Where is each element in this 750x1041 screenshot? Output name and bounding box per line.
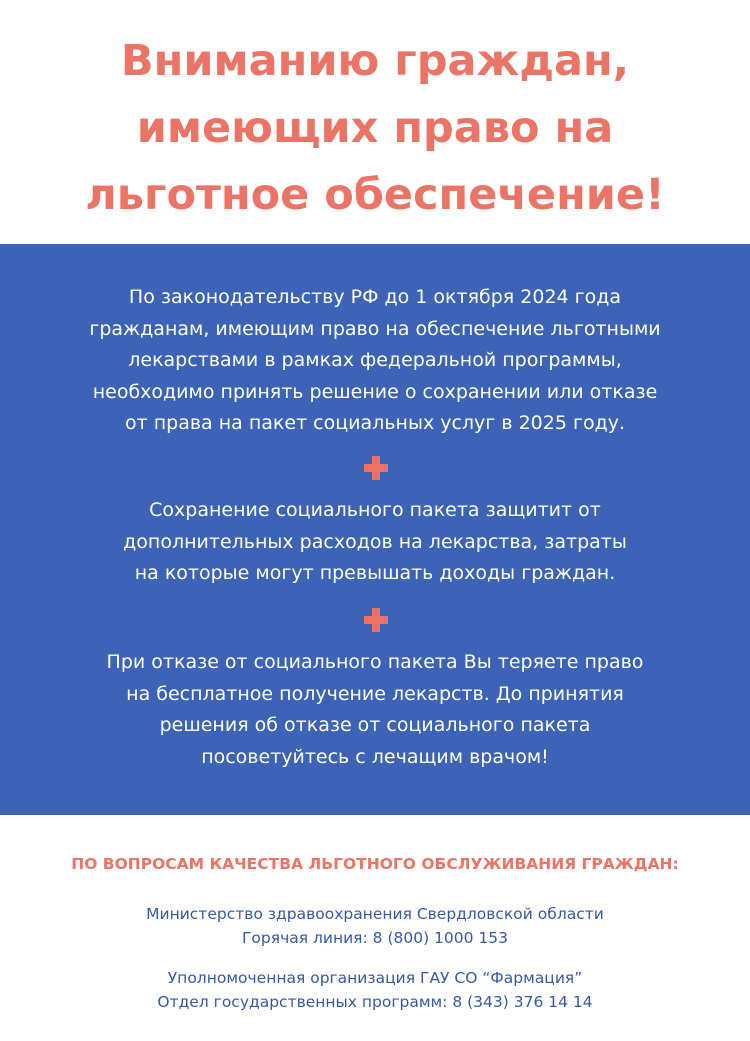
paragraph-line: на бесплатное получение лекарств. До принятия	[126, 682, 624, 705]
paragraph-line: на которые могут превышать доходы граждан.	[134, 562, 616, 584]
page-title	[0, 28, 750, 229]
info-paragraph-benefit	[0, 495, 750, 590]
ministry-name: Министерство здравоохранения Свердловской области	[146, 905, 604, 923]
paragraph-line: необходимо принять решение о сохранении или отказе	[92, 380, 658, 403]
organization-name: Уполномоченная организация ГАУ СО “Фармация”	[167, 969, 583, 987]
paragraph-line: По законодательству РФ до 1 октября 2024 года	[128, 286, 622, 308]
title-line-3: льготное обеспечение!	[85, 170, 665, 220]
contacts-heading: ПО ВОПРОСАМ КАЧЕСТВА ЛЬГОТНОГО ОБСЛУЖИВАНИЯ ГРАЖДАН:	[71, 855, 679, 873]
paragraph-line: При отказе от социального пакета Вы теряете право	[106, 651, 644, 673]
paragraph-line: от права на пакет социальных услуг в 2025 году.	[125, 412, 625, 434]
info-paragraph-warning	[0, 647, 750, 773]
title-line-1: Вниманию граждан,	[120, 36, 630, 86]
ministry-contact	[0, 903, 750, 950]
organization-contact	[0, 967, 750, 1014]
ministry-hotline: Горячая линия: 8 (800) 1000 153	[241, 928, 509, 947]
paragraph-line: посоветуйтесь с лечащим врачом!	[201, 745, 549, 768]
organization-department-phone: Отдел государственных программ: 8 (343) 376 14 14	[157, 992, 593, 1011]
info-paragraph-deadline	[0, 282, 750, 440]
paragraph-line: Сохранение социального пакета защитит от	[149, 499, 601, 521]
paragraph-line: дополнительных расходов на лекарства, затраты	[123, 530, 627, 553]
paragraph-line: лекарствами в рамках федеральной программы,	[128, 349, 622, 371]
title-line-2: имеющих право на	[136, 103, 614, 153]
paragraph-line: гражданам, имеющим право на обеспечение льготными	[89, 317, 661, 340]
plus-cross-icon	[364, 608, 388, 632]
plus-cross-icon	[364, 456, 388, 480]
paragraph-line: решения об отказе от социального пакета	[159, 714, 591, 736]
